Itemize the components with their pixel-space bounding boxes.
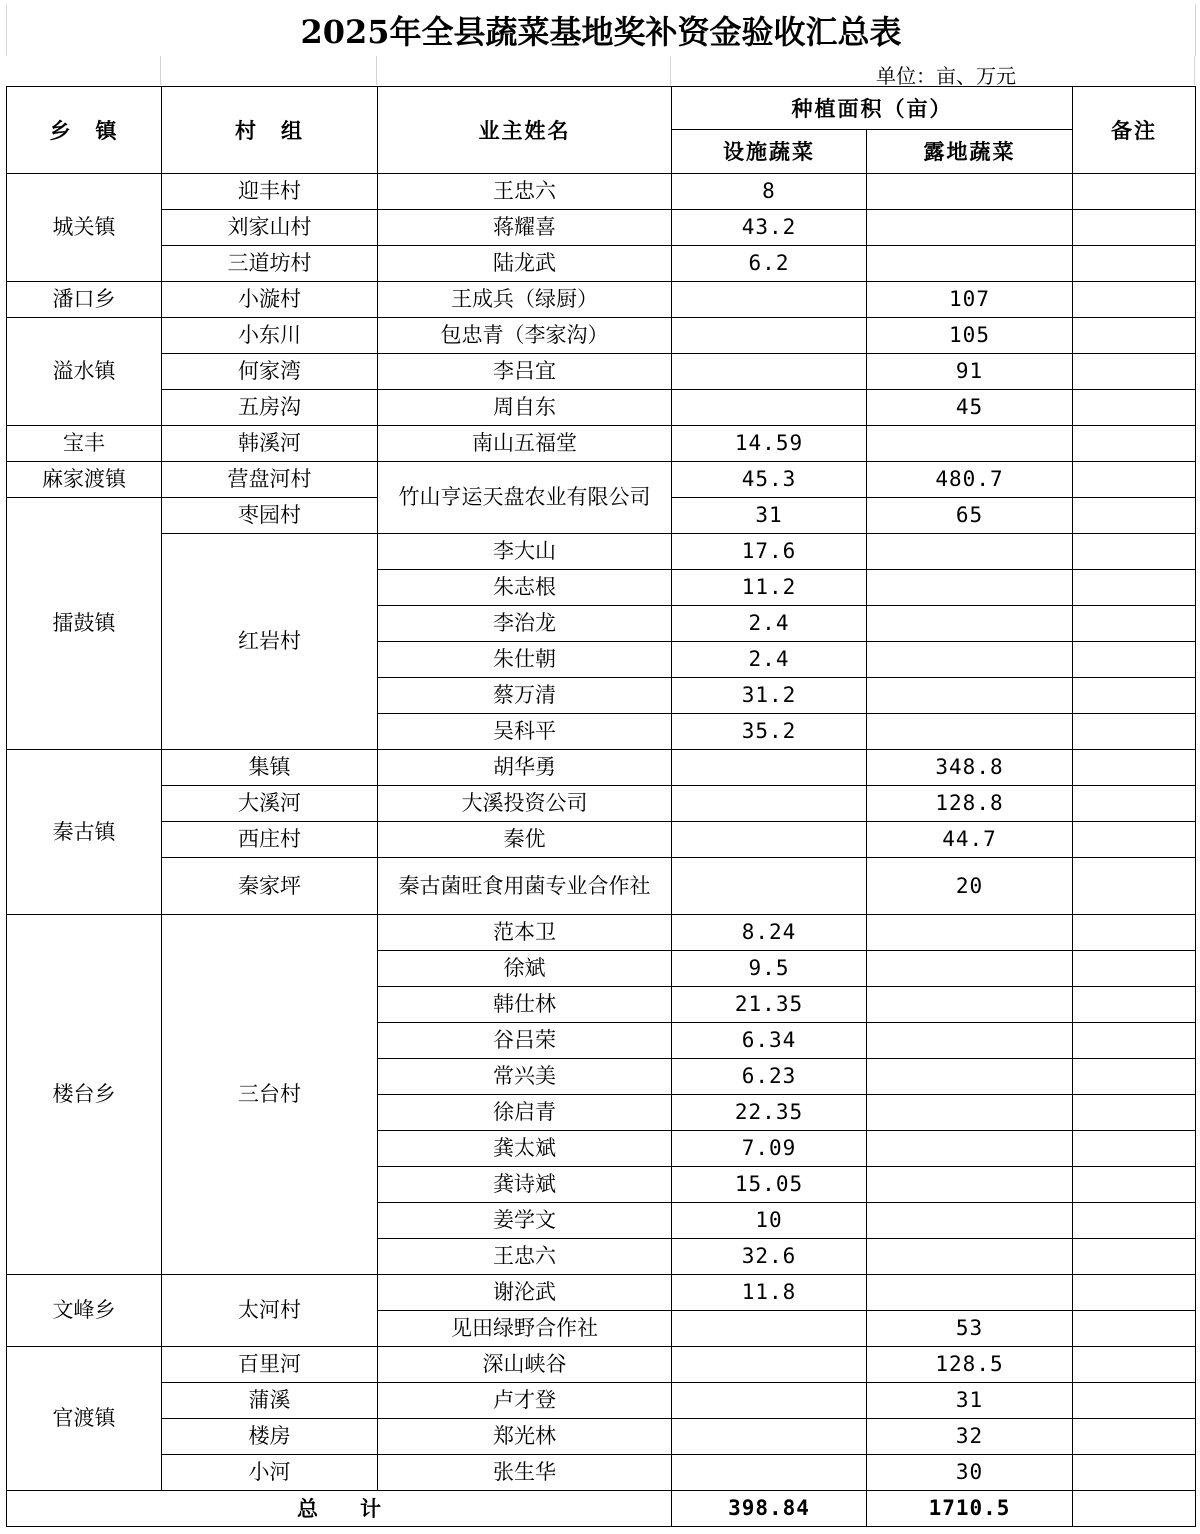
open-cell bbox=[867, 534, 1073, 570]
remark-cell bbox=[1073, 606, 1196, 642]
owner-cell: 谷吕荣 bbox=[378, 1023, 672, 1059]
table-row bbox=[7, 246, 1196, 282]
open-cell bbox=[867, 246, 1073, 282]
table-row bbox=[7, 915, 1196, 951]
town-cell: 潘口乡 bbox=[7, 282, 162, 318]
owner-cell: 卢才登 bbox=[378, 1383, 672, 1419]
open-cell bbox=[867, 678, 1073, 714]
table-row bbox=[7, 318, 1196, 354]
remark-cell bbox=[1073, 750, 1196, 786]
remark-cell bbox=[1073, 1347, 1196, 1383]
open-cell bbox=[867, 915, 1073, 951]
owner-cell: 蔡万清 bbox=[378, 678, 672, 714]
town-cell: 城关镇 bbox=[7, 174, 162, 282]
table-row bbox=[7, 1383, 1196, 1419]
town-cell: 官渡镇 bbox=[7, 1347, 162, 1491]
table-row bbox=[7, 390, 1196, 426]
table-row bbox=[7, 282, 1196, 318]
facility-cell: 43.2 bbox=[672, 210, 867, 246]
facility-cell: 8 bbox=[672, 174, 867, 210]
village-cell: 秦家坪 bbox=[162, 858, 378, 915]
village-cell: 小漩村 bbox=[162, 282, 378, 318]
owner-cell: 胡华勇 bbox=[378, 750, 672, 786]
remark-cell bbox=[1073, 714, 1196, 750]
owner-cell: 包忠青（李家沟） bbox=[378, 318, 672, 354]
facility-cell bbox=[672, 1419, 867, 1455]
owner-cell: 陆龙武 bbox=[378, 246, 672, 282]
village-cell: 何家湾 bbox=[162, 354, 378, 390]
header-village: 村 组 bbox=[162, 87, 378, 174]
open-cell bbox=[867, 1239, 1073, 1275]
table-row bbox=[7, 786, 1196, 822]
village-cell: 三道坊村 bbox=[162, 246, 378, 282]
remark-cell bbox=[1073, 678, 1196, 714]
open-cell bbox=[867, 570, 1073, 606]
facility-cell: 21.35 bbox=[672, 987, 867, 1023]
village-cell: 小河 bbox=[162, 1455, 378, 1491]
open-cell: 480.7 bbox=[867, 462, 1073, 498]
header-open: 露地蔬菜 bbox=[867, 130, 1073, 174]
remark-cell bbox=[1073, 462, 1196, 498]
open-cell bbox=[867, 1167, 1073, 1203]
table-row bbox=[7, 1419, 1196, 1455]
facility-cell: 11.8 bbox=[672, 1275, 867, 1311]
table-row bbox=[7, 858, 1196, 915]
owner-cell: 常兴美 bbox=[378, 1059, 672, 1095]
village-cell: 小东川 bbox=[162, 318, 378, 354]
facility-cell: 7.09 bbox=[672, 1131, 867, 1167]
facility-cell bbox=[672, 786, 867, 822]
open-cell bbox=[867, 1023, 1073, 1059]
remark-cell bbox=[1073, 282, 1196, 318]
town-cell: 秦古镇 bbox=[7, 750, 162, 915]
open-cell bbox=[867, 1131, 1073, 1167]
open-cell: 53 bbox=[867, 1311, 1073, 1347]
town-cell: 宝丰 bbox=[7, 426, 162, 462]
facility-cell bbox=[672, 318, 867, 354]
facility-cell bbox=[672, 1455, 867, 1491]
facility-cell: 2.4 bbox=[672, 606, 867, 642]
facility-cell: 22.35 bbox=[672, 1095, 867, 1131]
facility-cell: 32.6 bbox=[672, 1239, 867, 1275]
facility-cell bbox=[672, 1311, 867, 1347]
page-title: 2025年全县蔬菜基地奖补资金验收汇总表 bbox=[6, 4, 1196, 56]
facility-cell: 6.34 bbox=[672, 1023, 867, 1059]
open-cell: 45 bbox=[867, 390, 1073, 426]
owner-cell: 李吕宜 bbox=[378, 354, 672, 390]
village-cell: 刘家山村 bbox=[162, 210, 378, 246]
open-cell: 44.7 bbox=[867, 822, 1073, 858]
owner-cell: 竹山亨运天盘农业有限公司 bbox=[378, 462, 672, 534]
open-cell bbox=[867, 1095, 1073, 1131]
facility-cell bbox=[672, 282, 867, 318]
open-cell bbox=[867, 714, 1073, 750]
remark-cell bbox=[1073, 1419, 1196, 1455]
remark-cell bbox=[1073, 1275, 1196, 1311]
facility-cell: 2.4 bbox=[672, 642, 867, 678]
owner-cell: 朱仕朝 bbox=[378, 642, 672, 678]
owner-cell: 秦优 bbox=[378, 822, 672, 858]
facility-cell: 31.2 bbox=[672, 678, 867, 714]
total-facility: 398.84 bbox=[672, 1491, 867, 1527]
owner-cell: 深山峡谷 bbox=[378, 1347, 672, 1383]
owner-cell: 范本卫 bbox=[378, 915, 672, 951]
table-row bbox=[7, 462, 1196, 498]
village-cell: 大溪河 bbox=[162, 786, 378, 822]
remark-cell bbox=[1073, 1203, 1196, 1239]
town-cell: 楼台乡 bbox=[7, 915, 162, 1275]
remark-cell bbox=[1073, 1383, 1196, 1419]
village-cell: 三台村 bbox=[162, 915, 378, 1275]
facility-cell bbox=[672, 822, 867, 858]
total-row bbox=[7, 1491, 1196, 1527]
table-row bbox=[7, 354, 1196, 390]
facility-cell: 31 bbox=[672, 498, 867, 534]
owner-cell: 王忠六 bbox=[378, 1239, 672, 1275]
remark-cell bbox=[1073, 534, 1196, 570]
header-remark: 备注 bbox=[1073, 87, 1196, 174]
table-row bbox=[7, 1347, 1196, 1383]
remark-cell bbox=[1073, 390, 1196, 426]
owner-cell: 徐斌 bbox=[378, 951, 672, 987]
owner-cell: 郑光林 bbox=[378, 1419, 672, 1455]
owner-cell: 秦古菌旺食用菌专业合作社 bbox=[378, 858, 672, 915]
header-town: 乡 镇 bbox=[7, 87, 162, 174]
owner-cell: 王成兵（绿厨） bbox=[378, 282, 672, 318]
table-row bbox=[7, 1275, 1196, 1311]
open-cell bbox=[867, 987, 1073, 1023]
open-cell: 20 bbox=[867, 858, 1073, 915]
facility-cell: 35.2 bbox=[672, 714, 867, 750]
owner-cell: 大溪投资公司 bbox=[378, 786, 672, 822]
owner-cell: 龚太斌 bbox=[378, 1131, 672, 1167]
table-row bbox=[7, 534, 1196, 570]
town-cell: 擂鼓镇 bbox=[7, 498, 162, 750]
remark-cell bbox=[1073, 174, 1196, 210]
remark-cell bbox=[1073, 318, 1196, 354]
open-cell bbox=[867, 1275, 1073, 1311]
table-row bbox=[7, 822, 1196, 858]
open-cell bbox=[867, 951, 1073, 987]
open-cell: 32 bbox=[867, 1419, 1073, 1455]
owner-cell: 张生华 bbox=[378, 1455, 672, 1491]
remark-cell bbox=[1073, 354, 1196, 390]
town-cell: 溢水镇 bbox=[7, 318, 162, 426]
open-cell: 128.8 bbox=[867, 786, 1073, 822]
remark-cell bbox=[1073, 498, 1196, 534]
open-cell bbox=[867, 606, 1073, 642]
unit-label: 单位：亩、万元 bbox=[876, 64, 1016, 88]
owner-cell: 见田绿野合作社 bbox=[378, 1311, 672, 1347]
village-cell: 楼房 bbox=[162, 1419, 378, 1455]
owner-cell: 姜学文 bbox=[378, 1203, 672, 1239]
header-row bbox=[7, 87, 1196, 130]
village-cell: 集镇 bbox=[162, 750, 378, 786]
open-cell: 91 bbox=[867, 354, 1073, 390]
village-cell: 迎丰村 bbox=[162, 174, 378, 210]
village-cell: 西庄村 bbox=[162, 822, 378, 858]
open-cell bbox=[867, 1203, 1073, 1239]
facility-cell: 14.59 bbox=[672, 426, 867, 462]
facility-cell bbox=[672, 390, 867, 426]
owner-cell: 李治龙 bbox=[378, 606, 672, 642]
remark-cell bbox=[1073, 210, 1196, 246]
facility-cell bbox=[672, 354, 867, 390]
facility-cell bbox=[672, 858, 867, 915]
open-cell bbox=[867, 642, 1073, 678]
remark-cell bbox=[1073, 915, 1196, 951]
open-cell: 105 bbox=[867, 318, 1073, 354]
remark-cell bbox=[1073, 1023, 1196, 1059]
owner-cell: 李大山 bbox=[378, 534, 672, 570]
open-cell bbox=[867, 426, 1073, 462]
remark-cell bbox=[1073, 1455, 1196, 1491]
village-cell: 枣园村 bbox=[162, 498, 378, 534]
owner-cell: 谢沦武 bbox=[378, 1275, 672, 1311]
facility-cell bbox=[672, 750, 867, 786]
header-facility: 设施蔬菜 bbox=[672, 130, 867, 174]
owner-cell: 朱志根 bbox=[378, 570, 672, 606]
facility-cell: 17.6 bbox=[672, 534, 867, 570]
open-cell: 30 bbox=[867, 1455, 1073, 1491]
facility-cell: 8.24 bbox=[672, 915, 867, 951]
remark-cell bbox=[1073, 1095, 1196, 1131]
header-owner: 业主姓名 bbox=[378, 87, 672, 174]
open-cell bbox=[867, 210, 1073, 246]
unit-row bbox=[6, 56, 1194, 88]
facility-cell bbox=[672, 1383, 867, 1419]
facility-cell: 10 bbox=[672, 1203, 867, 1239]
village-cell: 五房沟 bbox=[162, 390, 378, 426]
owner-cell: 徐启青 bbox=[378, 1095, 672, 1131]
remark-cell bbox=[1073, 786, 1196, 822]
village-cell: 红岩村 bbox=[162, 534, 378, 750]
open-cell: 31 bbox=[867, 1383, 1073, 1419]
village-cell: 韩溪河 bbox=[162, 426, 378, 462]
remark-cell bbox=[1073, 858, 1196, 915]
facility-cell: 6.23 bbox=[672, 1059, 867, 1095]
facility-cell: 9.5 bbox=[672, 951, 867, 987]
summary-table bbox=[6, 86, 1196, 1527]
owner-cell: 王忠六 bbox=[378, 174, 672, 210]
town-cell: 文峰乡 bbox=[7, 1275, 162, 1347]
remark-cell bbox=[1073, 1059, 1196, 1095]
owner-cell: 龚诗斌 bbox=[378, 1167, 672, 1203]
remark-cell bbox=[1073, 246, 1196, 282]
remark-cell bbox=[1073, 1131, 1196, 1167]
remark-cell bbox=[1073, 1491, 1196, 1527]
open-cell: 348.8 bbox=[867, 750, 1073, 786]
table-row bbox=[7, 1455, 1196, 1491]
owner-cell: 韩仕林 bbox=[378, 987, 672, 1023]
town-cell: 麻家渡镇 bbox=[7, 462, 162, 498]
remark-cell bbox=[1073, 822, 1196, 858]
village-cell: 太河村 bbox=[162, 1275, 378, 1347]
table-row bbox=[7, 750, 1196, 786]
header-area: 种植面积（亩） bbox=[672, 87, 1073, 130]
remark-cell bbox=[1073, 426, 1196, 462]
village-cell: 百里河 bbox=[162, 1347, 378, 1383]
owner-cell: 周自东 bbox=[378, 390, 672, 426]
table-row bbox=[7, 210, 1196, 246]
remark-cell bbox=[1073, 1311, 1196, 1347]
remark-cell bbox=[1073, 1167, 1196, 1203]
facility-cell: 11.2 bbox=[672, 570, 867, 606]
total-label: 总 计 bbox=[7, 1491, 672, 1527]
open-cell: 65 bbox=[867, 498, 1073, 534]
remark-cell bbox=[1073, 642, 1196, 678]
remark-cell bbox=[1073, 987, 1196, 1023]
owner-cell: 南山五福堂 bbox=[378, 426, 672, 462]
open-cell: 128.5 bbox=[867, 1347, 1073, 1383]
open-cell bbox=[867, 174, 1073, 210]
facility-cell: 45.3 bbox=[672, 462, 867, 498]
owner-cell: 吴科平 bbox=[378, 714, 672, 750]
facility-cell: 15.05 bbox=[672, 1167, 867, 1203]
owner-cell: 蒋耀喜 bbox=[378, 210, 672, 246]
total-open: 1710.5 bbox=[867, 1491, 1073, 1527]
open-cell bbox=[867, 1059, 1073, 1095]
open-cell: 107 bbox=[867, 282, 1073, 318]
table-row bbox=[7, 174, 1196, 210]
remark-cell bbox=[1073, 570, 1196, 606]
facility-cell bbox=[672, 1347, 867, 1383]
village-cell: 营盘河村 bbox=[162, 462, 378, 498]
village-cell: 蒲溪 bbox=[162, 1383, 378, 1419]
table-row bbox=[7, 426, 1196, 462]
facility-cell: 6.2 bbox=[672, 246, 867, 282]
remark-cell bbox=[1073, 1239, 1196, 1275]
remark-cell bbox=[1073, 951, 1196, 987]
